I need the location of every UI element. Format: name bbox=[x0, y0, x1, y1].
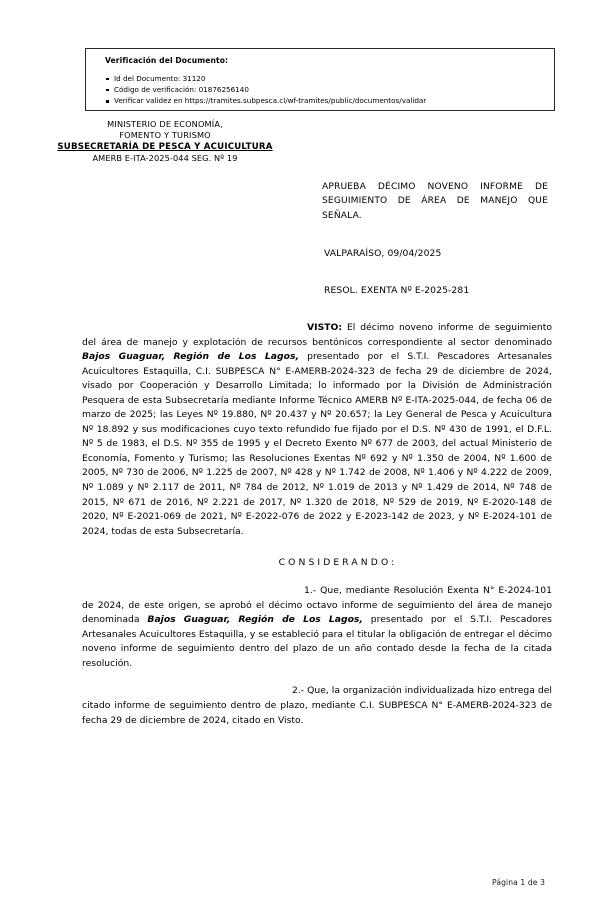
resolution-subject: APRUEBA DÉCIMO NOVENO INFORME DE SEGUIMIENTO DE ÁREA DE MANEJO QUE SEÑALA. bbox=[322, 182, 548, 221]
document-body bbox=[82, 321, 552, 741]
item1-area-name: Bajos Guaguar, Región de Los Lagos, bbox=[147, 614, 363, 626]
visto-text-1: El décimo noveno informe de seguimiento del área de manejo y explotación de recursos bentónicos correspondiente al sector denominado bbox=[82, 322, 552, 348]
letterhead-subsecretaria: SUBSECRETARÍA DE PESCA Y ACUICULTURA bbox=[57, 141, 273, 152]
letterhead-amerb-code: AMERB E-ITA-2025-044 SEG. Nº 19 bbox=[92, 153, 238, 164]
item2-text: 2.- Que, la organización individualizada hizo entrega del citado informe de seguimiento dentro de plazo, mediante C.I. SUBPESCA N° E-AMERB-2024-323 de fecha 29 de diciembre de 2024, citado en Visto. bbox=[82, 685, 552, 726]
resolution-number: RESOL. EXENTA Nº E-2025-281 bbox=[324, 285, 470, 296]
paragraph-considerando-2 bbox=[82, 684, 552, 728]
item1-text-2: presentado por el S.T.I. Pescadores Artesanales Acuicultores Estaquilla, y se estableció para el titular la obligación de entregar el décimo noveno informe de seguimiento dentro del plazo de un año contado desde la fecha de la citada resolución. bbox=[82, 614, 552, 669]
visto-label: VISTO: bbox=[307, 322, 343, 333]
item1-text-1: 1.- Que, mediante Resolución Exenta N° E-2024-101 de 2024, de este origen, se aprobó el décimo octavo informe de seguimiento del área de manejo denominada bbox=[82, 585, 552, 626]
verification-list bbox=[105, 73, 426, 107]
paragraph-considerando-1 bbox=[82, 584, 552, 671]
verification-title: Verificación del Documento: bbox=[105, 56, 229, 65]
considerando-heading: CONSIDERANDO: bbox=[278, 557, 398, 569]
visto-text-2: presentado por el S.T.I. Pescadores Artesanales Acuicultores Estaquilla, C.I. SUBPESCA N° E-AMERB-2024-323 de fecha 29 de diciembre de 2024, visado por Cooperación y Desarrollo Limitada; lo informado por la División de Administración Pesquera de esta Subsecretaría mediante Informe Técnico AMERB Nº E-ITA-2025-044, de fecha 06 de marzo de 2025; las Leyes Nº 19.880, Nº 20.437 y Nº 20.657; la Ley General de Pesca y Acuicultura Nº 18.892 y sus modificaciones cuyo texto refundido fue fijado por el D.S. Nº 430 de 1991, el D.F.L. Nº 5 de 1983, el D.S. Nº 355 de 1995 y el Decreto Exento Nº 677 de 2003, del actual Ministerio de Economía, Fomento y Turismo; las Resoluciones Exentas Nº 692 y Nº 1.350 de 2004, Nº 1.600 de 2005, Nº 730 de 2006, Nº 1.225 de 2007, Nº 428 y Nº 1.742 de 2008, Nº 1.406 y Nº 4.222 de 2009, Nº 1.089 y Nº 2.117 de 2011, Nº 784 de 2012, Nº 1.019 de 2013 y Nº 1.429 de 2014, Nº 748 de 2015, Nº 671 de 2016, Nº 2.221 de 2017, Nº 1.320 de 2018, Nº 529 de 2019, Nº E-2020-148 de 2020, Nº E-2021-069 de 2021, Nº E-2022-076 de 2022 y E-2023-142 de 2023, y Nº E-2024-101 de 2024, todas de esta Subsecretaría. bbox=[82, 351, 552, 537]
verification-item-id: Id del Documento: 31120 bbox=[105, 73, 426, 84]
verification-item-url: Verificar validez en https://tramites.subpesca.cl/wf-tramites/public/documentos/validar bbox=[105, 95, 426, 106]
letterhead bbox=[34, 119, 296, 165]
verification-item-code: Código de verificación: 01876256140 bbox=[105, 84, 426, 95]
place-and-date: VALPARAÍSO, 09/04/2025 bbox=[324, 248, 442, 259]
letterhead-ministry-line1: MINISTERIO DE ECONOMÍA, bbox=[107, 119, 223, 129]
paragraph-visto bbox=[82, 321, 552, 539]
letterhead-ministry-line2: FOMENTO Y TURISMO bbox=[119, 130, 211, 141]
page-number: Página 1 de 3 bbox=[492, 878, 545, 887]
verification-box bbox=[85, 48, 555, 111]
visto-area-name: Bajos Guaguar, Región de Los Lagos, bbox=[82, 351, 299, 363]
